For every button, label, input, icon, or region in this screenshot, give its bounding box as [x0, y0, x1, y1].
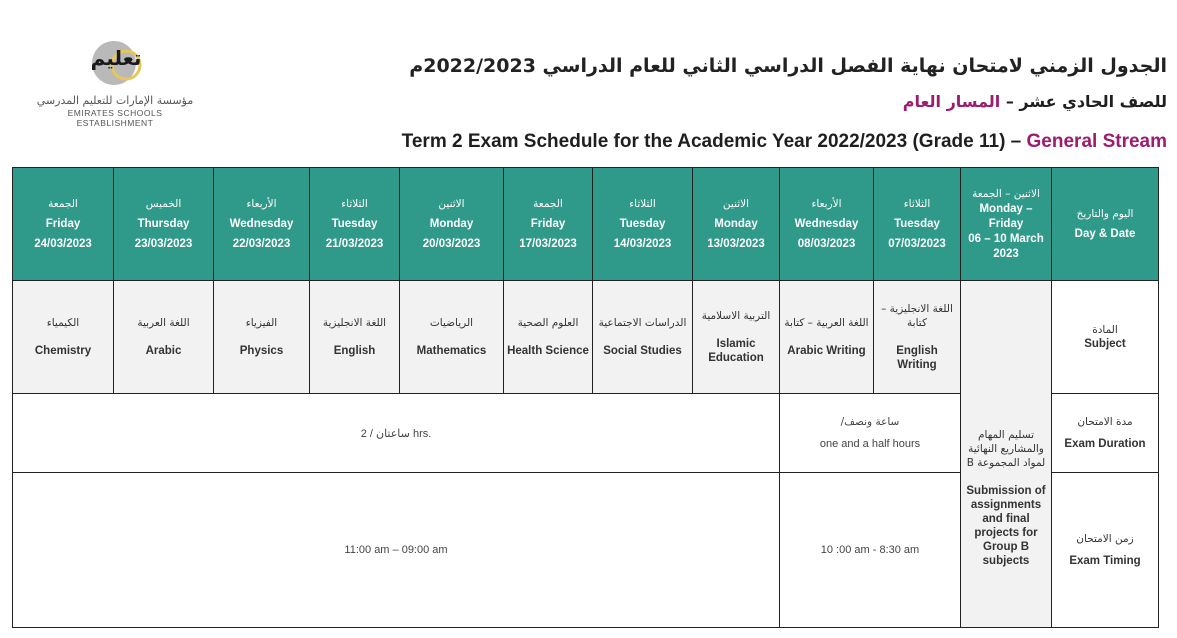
day-date-cell: الأربعاء Wednesday 22/03/2023	[214, 168, 310, 281]
day-date-cell: الأربعاء Wednesday 08/03/2023	[780, 168, 874, 281]
logo-name-en: EMIRATES SCHOOLS ESTABLISHMENT	[67, 108, 163, 128]
page-title-ar: الجدول الزمني لامتحان نهاية الفصل الدراسي الثاني للعام الدراسي 2022/2023م	[409, 55, 1167, 77]
day-date-cell: الاثنين Monday 13/03/2023	[693, 168, 780, 281]
duration-writing-en: one and a half hours	[819, 438, 921, 450]
subject-cell: الرياضيات Mathematics	[400, 281, 504, 394]
subtitle-ar-highlight: المسار العام	[902, 92, 1001, 111]
subject-row	[13, 281, 1159, 394]
page-subtitle-ar	[903, 92, 1167, 111]
day-date-cell: الخميس Thursday 23/03/2023	[114, 168, 214, 281]
submission-cell	[961, 281, 1052, 628]
day-date-cell: الثلاثاء Tuesday 14/03/2023	[593, 168, 693, 281]
logo-name-ar: مؤسسة الإمارات للتعليم المدرسي	[36, 94, 194, 107]
day-date-cell: الثلاثاء Tuesday 07/03/2023	[874, 168, 961, 281]
row-label-timing: زمن الامتحان Exam Timing	[1052, 473, 1159, 628]
duration-main-cell	[13, 394, 780, 473]
subject-cell: اللغة الانجليزية English	[310, 281, 400, 394]
row-label-subject: المادة Subject	[1052, 281, 1159, 394]
header-row-day-date	[13, 168, 1159, 281]
day-date-cell: الجمعة Friday 24/03/2023	[13, 168, 114, 281]
timing-writing: 10 :00 am - 8:30 am	[820, 544, 920, 556]
subject-cell: اللغة العربية – كتابة Arabic Writing	[780, 281, 874, 394]
timing-main-cell	[13, 473, 780, 628]
subject-cell: اللغة العربية Arabic	[114, 281, 214, 394]
title-en-highlight: General Stream	[1026, 131, 1167, 152]
subject-cell: اللغة الانجليزية – كتابة English Writing	[874, 281, 961, 394]
logo-mark-icon	[90, 35, 142, 87]
duration-main: ساعتان / 2 hrs.	[360, 427, 432, 440]
subject-cell: الكيمياء Chemistry	[13, 281, 114, 394]
timing-writing-cell	[780, 473, 961, 628]
row-label-day-date: اليوم والتاريخ Day & Date	[1052, 168, 1159, 281]
duration-writing-cell	[780, 394, 961, 473]
duration-writing-ar: ساعة ونصف/	[840, 416, 900, 428]
subject-cell: التربية الاسلامية Islamic Education	[693, 281, 780, 394]
subject-cell: العلوم الصحية Health Science	[504, 281, 593, 394]
row-label-duration: مدة الامتحان Exam Duration	[1052, 394, 1159, 473]
day-date-cell: الجمعة Friday 17/03/2023	[504, 168, 593, 281]
subject-cell: الدراسات الاجتماعية Social Studies	[593, 281, 693, 394]
day-date-cell: الاثنين Monday 20/03/2023	[400, 168, 504, 281]
submission-ar: تسليم المهام والمشاريع النهائية لمواد المجموعة B	[966, 429, 1046, 469]
submission-en: Submission of assignments and final projects for Group B subjects	[966, 485, 1046, 567]
subject-cell: الفيزياء Physics	[214, 281, 310, 394]
day-date-cell: الاثنين – الجمعة Monday – Friday 06 – 10 March 2023	[961, 168, 1052, 281]
exam-schedule-table	[12, 167, 1159, 628]
page-title-en	[402, 131, 1167, 153]
day-date-cell: الثلاثاء Tuesday 21/03/2023	[310, 168, 400, 281]
timing-main: 11:00 am – 09:00 am	[344, 544, 448, 556]
title-en-main: Term 2 Exam Schedule for the Academic Year 2022/2023 (Grade 11) –	[401, 131, 1022, 152]
subtitle-ar-main: للصف الحادي عشر –	[1005, 92, 1167, 111]
logo	[30, 30, 200, 128]
logo-mark-text: تعليم	[90, 46, 142, 70]
